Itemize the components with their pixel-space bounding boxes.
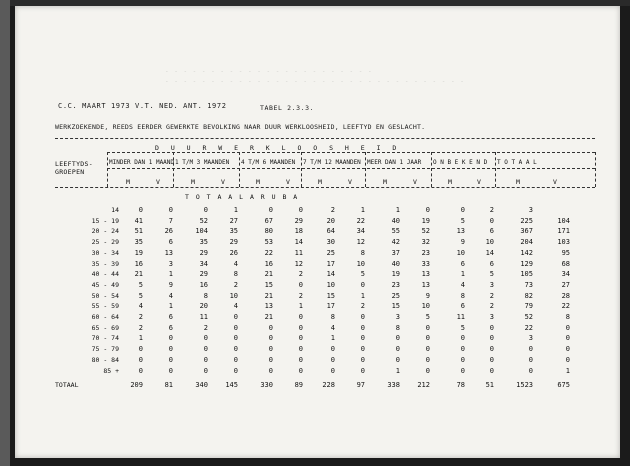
table-cell: 29 — [229, 238, 238, 247]
age-group-label: 30 - 34 — [91, 248, 119, 257]
table-cell: 367 — [520, 227, 533, 236]
table-cell: 22 — [264, 248, 273, 257]
sex-header: M — [256, 178, 260, 186]
table-cell: 0 — [360, 280, 365, 289]
table-cell: 35 — [229, 227, 238, 236]
table-cell: 0 — [298, 313, 303, 321]
table-cell: 40 — [391, 259, 400, 268]
table-cell: 28 — [561, 291, 570, 300]
table-cell: 55 — [391, 227, 400, 236]
table-cell: 2 — [360, 302, 365, 311]
table-cell: 19 — [421, 216, 430, 225]
table-cell: 0 — [203, 206, 208, 214]
table-cell: 22 — [356, 216, 365, 225]
table-cell: 2 — [489, 291, 494, 300]
table-cell: 79 — [524, 302, 533, 311]
table-cell: 6 — [460, 302, 465, 311]
column-separator — [495, 152, 496, 187]
column-separator — [431, 152, 432, 187]
sex-header: M — [318, 178, 322, 186]
table-cell: 0 — [233, 334, 238, 343]
table-cell: 34 — [356, 227, 365, 236]
table-cell: 0 — [203, 334, 208, 343]
table-cell: 0 — [233, 323, 238, 332]
table-cell: 35 — [134, 238, 143, 247]
table-cell: 3 — [489, 280, 494, 289]
table-cell: 3 — [489, 313, 494, 321]
duration-header: 7 T/M 12 MAANDEN — [303, 159, 361, 166]
column-separator — [107, 152, 108, 187]
table-cell: 2 — [298, 291, 303, 300]
table-cell: 0 — [565, 355, 570, 364]
table-cell: 330 — [260, 381, 273, 389]
table-cell: 1 — [168, 270, 173, 279]
table-cell: 64 — [326, 227, 335, 236]
table-cell: 34 — [561, 270, 570, 279]
age-group-label: 14 — [111, 206, 119, 214]
table-cell: 105 — [520, 270, 533, 279]
table-cell: 4 — [138, 302, 143, 311]
scanned-page — [15, 6, 620, 458]
table-cell: 19 — [391, 270, 400, 279]
table-cell: 1 — [360, 291, 365, 300]
table-cell: 0 — [425, 345, 430, 354]
duration-header: MINDER DAN 1 MAAND — [109, 159, 175, 166]
table-cell: 0 — [360, 323, 365, 332]
table-cell: 16 — [264, 259, 273, 268]
table-cell: 8 — [203, 291, 208, 300]
sex-header: V — [286, 178, 290, 186]
table-cell: 15 — [326, 291, 335, 300]
table-cell: 1 — [168, 302, 173, 311]
table-cell: 0 — [425, 323, 430, 332]
table-cell: 1 — [395, 206, 400, 214]
rule-top — [55, 138, 595, 139]
rule-duration — [107, 168, 595, 169]
table-cell: 52 — [199, 216, 208, 225]
table-cell: 103 — [557, 238, 570, 247]
table-cell: 0 — [168, 366, 173, 375]
table-cell: 0 — [138, 366, 143, 375]
table-cell: 8 — [395, 323, 400, 332]
table-cell: 10 — [421, 302, 430, 311]
table-cell: 82 — [524, 291, 533, 300]
table-cell: 25 — [391, 291, 400, 300]
table-cell: 3 — [528, 206, 533, 214]
table-cell: 0 — [298, 334, 303, 343]
table-cell: 25 — [326, 248, 335, 257]
table-cell: 42 — [391, 238, 400, 247]
table-cell: 0 — [138, 206, 143, 214]
table-cell: 0 — [360, 313, 365, 321]
table-cell: 0 — [330, 345, 335, 354]
table-cell: 1 — [460, 270, 465, 279]
table-cell: 22 — [524, 323, 533, 332]
column-separator — [173, 152, 174, 187]
table-cell: 0 — [298, 206, 303, 214]
table-cell: 1 — [298, 302, 303, 311]
table-cell: 0 — [425, 366, 430, 375]
table-cell: 0 — [528, 345, 533, 354]
duration-spanner: D U U R W E R K L O O S H E I D — [155, 144, 401, 152]
age-group-label: 60 - 64 — [91, 313, 119, 321]
table-cell: 0 — [298, 345, 303, 354]
table-title: WERKZOEKENDE, REEDS EERDER GEWERKTE BEVOLKING NAAR DUUR WERKLOOSHEID, LEEFTYD EN GESLACHT. — [55, 123, 426, 131]
table-cell: 80 — [264, 227, 273, 236]
table-cell: 0 — [268, 345, 273, 354]
table-cell: 13 — [164, 248, 173, 257]
table-cell: 104 — [557, 216, 570, 225]
table-cell: 0 — [528, 366, 533, 375]
table-cell: 3 — [395, 313, 400, 321]
table-cell: 0 — [298, 280, 303, 289]
table-cell: 340 — [195, 381, 208, 389]
table-cell: 0 — [168, 206, 173, 214]
table-cell: 0 — [528, 355, 533, 364]
table-label: TABEL 2.3.3. — [260, 104, 315, 112]
table-cell: 15 — [264, 280, 273, 289]
table-cell: 0 — [203, 366, 208, 375]
duration-header: MEER DAN 1 JAAR — [367, 159, 422, 166]
table-cell: 5 — [425, 313, 430, 321]
table-cell: 0 — [168, 345, 173, 354]
table-cell: 2 — [138, 313, 143, 321]
table-cell: 20 — [199, 302, 208, 311]
sex-header: M — [126, 178, 130, 186]
table-cell: 0 — [565, 323, 570, 332]
age-group-label: 20 - 24 — [91, 227, 119, 236]
table-cell: 13 — [421, 270, 430, 279]
column-separator — [365, 152, 366, 187]
table-cell: 5 — [138, 280, 143, 289]
table-cell: 1 — [233, 206, 238, 214]
table-cell: 0 — [489, 366, 494, 375]
table-cell: 30 — [326, 238, 335, 247]
table-cell: 22 — [561, 302, 570, 311]
table-cell: 8 — [460, 291, 465, 300]
table-cell: 14 — [485, 248, 494, 257]
table-cell: 225 — [520, 216, 533, 225]
table-cell: 9 — [168, 280, 173, 289]
table-cell: 10 — [485, 238, 494, 247]
table-cell: 0 — [268, 334, 273, 343]
table-cell: 6 — [168, 323, 173, 332]
table-cell: 0 — [138, 355, 143, 364]
table-cell: 4 — [330, 323, 335, 332]
table-cell: 0 — [565, 334, 570, 343]
table-cell: 209 — [130, 381, 143, 389]
table-cell: 0 — [203, 345, 208, 354]
stub-header-2: GROEPEN — [55, 168, 85, 176]
table-cell: 41 — [134, 216, 143, 225]
table-cell: 6 — [168, 313, 173, 321]
sex-header: V — [477, 178, 481, 186]
stub-header-1: LEEFTYDS- — [55, 160, 93, 168]
table-cell: 0 — [360, 345, 365, 354]
table-cell: 23 — [421, 248, 430, 257]
table-cell: 37 — [391, 248, 400, 257]
table-cell: 0 — [168, 334, 173, 343]
column-separator — [595, 152, 596, 187]
table-cell: 15 — [391, 302, 400, 311]
table-cell: 21 — [264, 291, 273, 300]
table-cell: 11 — [294, 248, 303, 257]
table-cell: 0 — [395, 345, 400, 354]
table-cell: 0 — [425, 334, 430, 343]
table-cell: 5 — [138, 291, 143, 300]
table-cell: 5 — [360, 270, 365, 279]
bleed-through-text: - - - - - - - - - - - - - - - - - - - - - - - - - - - - - - - - - — [165, 78, 465, 85]
table-cell: 5 — [460, 323, 465, 332]
table-cell: 6 — [489, 259, 494, 268]
table-cell: 0 — [298, 323, 303, 332]
table-cell: 34 — [199, 259, 208, 268]
table-cell: 228 — [322, 381, 335, 389]
table-cell: 0 — [268, 323, 273, 332]
table-cell: 0 — [360, 355, 365, 364]
table-cell: 2 — [203, 323, 208, 332]
table-cell: 0 — [460, 206, 465, 214]
table-cell: 0 — [233, 366, 238, 375]
section-label: T O T A A L A R U B A — [185, 193, 299, 201]
sex-header: V — [413, 178, 417, 186]
table-cell: 0 — [489, 334, 494, 343]
table-cell: 16 — [199, 280, 208, 289]
table-cell: 4 — [460, 280, 465, 289]
table-cell: 0 — [395, 334, 400, 343]
table-cell: 0 — [460, 355, 465, 364]
table-cell: 27 — [561, 280, 570, 289]
sex-header: V — [156, 178, 160, 186]
table-cell: 0 — [489, 345, 494, 354]
table-cell: 2 — [489, 206, 494, 214]
table-cell: 18 — [294, 227, 303, 236]
table-cell: 12 — [294, 259, 303, 268]
table-cell: 26 — [229, 248, 238, 257]
table-cell: 0 — [233, 313, 238, 321]
table-cell: 21 — [134, 270, 143, 279]
table-cell: 5 — [460, 216, 465, 225]
table-cell: 8 — [360, 248, 365, 257]
table-cell: 1 — [395, 366, 400, 375]
table-cell: 0 — [565, 345, 570, 354]
sex-header: M — [383, 178, 387, 186]
table-cell: 1 — [565, 366, 570, 375]
table-cell: 0 — [489, 355, 494, 364]
table-cell: 204 — [520, 238, 533, 247]
age-group-label: 25 - 29 — [91, 238, 119, 247]
table-cell: 2 — [330, 206, 335, 214]
table-cell: 23 — [391, 280, 400, 289]
table-cell: 52 — [524, 313, 533, 321]
table-cell: 20 — [326, 216, 335, 225]
table-cell: 0 — [268, 366, 273, 375]
table-cell: 0 — [268, 355, 273, 364]
table-cell: 17 — [326, 259, 335, 268]
sex-header: V — [348, 178, 352, 186]
table-cell: 0 — [460, 345, 465, 354]
table-cell: 7 — [168, 216, 173, 225]
age-group-label: 80 - 84 — [91, 355, 119, 364]
table-cell: 4 — [233, 302, 238, 311]
table-cell: 0 — [233, 345, 238, 354]
table-cell: 8 — [330, 313, 335, 321]
age-group-label: 65 - 69 — [91, 323, 119, 332]
table-cell: 0 — [330, 355, 335, 364]
table-cell: 9 — [460, 238, 465, 247]
table-cell: 67 — [264, 216, 273, 225]
table-cell: 8 — [233, 270, 238, 279]
table-cell: 2 — [298, 270, 303, 279]
table-cell: 0 — [395, 355, 400, 364]
binding-edge — [0, 0, 10, 466]
table-cell: 212 — [417, 381, 430, 389]
table-cell: 89 — [294, 381, 303, 389]
table-cell: 0 — [168, 355, 173, 364]
table-cell: 10 — [326, 280, 335, 289]
header-left: C.C. MAART 1973 V.T. NED. ANT. 1972 — [58, 102, 227, 110]
table-cell: 53 — [264, 238, 273, 247]
table-cell: 6 — [489, 227, 494, 236]
age-group-label: 85 + — [103, 366, 119, 375]
table-cell: 0 — [489, 216, 494, 225]
total-row-label: TOTAAL — [55, 381, 79, 389]
table-cell: 52 — [421, 227, 430, 236]
table-cell: 27 — [229, 216, 238, 225]
table-cell: 6 — [460, 259, 465, 268]
table-cell: 0 — [298, 355, 303, 364]
table-cell: 51 — [134, 227, 143, 236]
age-group-label: 50 - 54 — [91, 291, 119, 300]
table-cell: 40 — [391, 216, 400, 225]
table-cell: 97 — [356, 381, 365, 389]
table-cell: 675 — [557, 381, 570, 389]
table-cell: 1 — [360, 206, 365, 214]
table-cell: 13 — [421, 280, 430, 289]
table-cell: 32 — [421, 238, 430, 247]
table-cell: 81 — [164, 381, 173, 389]
table-cell: 4 — [168, 291, 173, 300]
table-cell: 73 — [524, 280, 533, 289]
table-cell: 129 — [520, 259, 533, 268]
table-cell: 17 — [326, 302, 335, 311]
table-cell: 1 — [330, 334, 335, 343]
table-cell: 1 — [138, 334, 143, 343]
age-group-label: 45 - 49 — [91, 280, 119, 289]
age-group-label: 35 - 39 — [91, 259, 119, 268]
sex-header: M — [448, 178, 452, 186]
table-cell: 4 — [233, 259, 238, 268]
table-cell: 0 — [425, 355, 430, 364]
table-cell: 6 — [168, 238, 173, 247]
table-cell: 0 — [360, 334, 365, 343]
table-cell: 0 — [489, 323, 494, 332]
table-cell: 0 — [330, 366, 335, 375]
table-cell: 14 — [326, 270, 335, 279]
table-cell: 0 — [460, 366, 465, 375]
table-cell: 21 — [264, 313, 273, 321]
table-cell: 3 — [168, 259, 173, 268]
table-cell: 338 — [387, 381, 400, 389]
sex-header: M — [516, 178, 520, 186]
table-cell: 0 — [138, 345, 143, 354]
column-separator — [301, 152, 302, 187]
table-cell: 29 — [199, 248, 208, 257]
table-cell: 35 — [199, 238, 208, 247]
table-cell: 10 — [229, 291, 238, 300]
age-group-label: 40 - 44 — [91, 270, 119, 279]
table-cell: 0 — [233, 355, 238, 364]
column-separator — [239, 152, 240, 187]
table-cell: 33 — [421, 259, 430, 268]
table-cell: 104 — [195, 227, 208, 236]
table-cell: 0 — [268, 206, 273, 214]
table-cell: 1523 — [516, 381, 533, 389]
table-cell: 11 — [199, 313, 208, 321]
table-cell: 21 — [264, 270, 273, 279]
duration-header: 1 T/M 3 MAANDEN — [175, 159, 230, 166]
table-cell: 0 — [425, 206, 430, 214]
table-cell: 16 — [134, 259, 143, 268]
duration-header: T O T A A L — [497, 159, 537, 166]
table-cell: 5 — [489, 270, 494, 279]
bleed-through-text: - - - - - - - - - - - - - - - - - - - - - - - — [165, 68, 373, 75]
age-group-label: 70 - 74 — [91, 334, 119, 343]
table-cell: 10 — [356, 259, 365, 268]
table-cell: 0 — [460, 334, 465, 343]
table-cell: 3 — [528, 334, 533, 343]
sex-header: M — [191, 178, 195, 186]
sex-header: V — [221, 178, 225, 186]
table-cell: 9 — [425, 291, 430, 300]
sex-header: V — [553, 178, 557, 186]
table-cell: 142 — [520, 248, 533, 257]
table-cell: 29 — [199, 270, 208, 279]
table-cell: 145 — [225, 381, 238, 389]
table-cell: 0 — [360, 366, 365, 375]
age-group-label: 75 - 79 — [91, 345, 119, 354]
table-cell: 0 — [203, 355, 208, 364]
table-cell: 29 — [294, 216, 303, 225]
table-cell: 8 — [565, 313, 570, 321]
table-cell: 11 — [456, 313, 465, 321]
table-cell: 68 — [561, 259, 570, 268]
duration-header: 4 T/M 6 MAANDEN — [241, 159, 296, 166]
table-cell: 19 — [134, 248, 143, 257]
age-group-label: 15 - 19 — [91, 216, 119, 225]
table-cell: 13 — [264, 302, 273, 311]
table-cell: 78 — [456, 381, 465, 389]
age-group-label: 55 - 59 — [91, 302, 119, 311]
table-cell: 171 — [557, 227, 570, 236]
table-cell: 51 — [485, 381, 494, 389]
rule-spanner — [107, 152, 595, 153]
rule-header-bottom — [55, 187, 595, 188]
table-cell: 13 — [456, 227, 465, 236]
table-cell: 10 — [456, 248, 465, 257]
table-cell: 14 — [294, 238, 303, 247]
table-cell: 2 — [489, 302, 494, 311]
table-cell: 26 — [164, 227, 173, 236]
duration-header: O N B E K E N D — [433, 159, 488, 166]
table-cell: 12 — [356, 238, 365, 247]
table-cell: 2 — [138, 323, 143, 332]
table-cell: 2 — [233, 280, 238, 289]
table-cell: 95 — [561, 248, 570, 257]
table-cell: 0 — [298, 366, 303, 375]
